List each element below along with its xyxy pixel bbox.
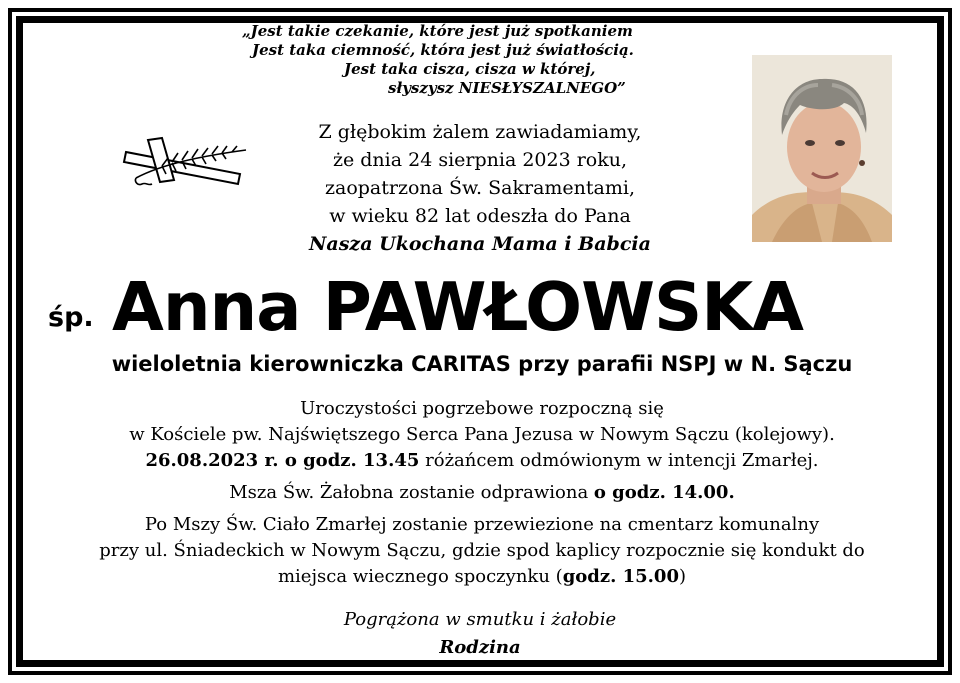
- deceased-name-block: [40, 270, 930, 350]
- ceremony-text: różańcem odmówionym w intencji Zmarłej.: [419, 450, 819, 471]
- mass-time: o godz. 14.00.: [593, 482, 735, 503]
- quote-line: „Jest takie czekanie, które jest już spotkaniem: [242, 22, 633, 40]
- family-signature: Rodzina: [439, 637, 521, 658]
- honorific-prefix: śp.: [48, 302, 94, 333]
- announcement-line: Z głębokim żalem zawiadamiamy,: [318, 121, 642, 143]
- announcement: [250, 118, 710, 258]
- mass-text: Msza Św. Żałobna zostanie odprawiona: [229, 482, 594, 503]
- burial-text-end: ): [678, 566, 687, 587]
- announcement-line: zaopatrzona Św. Sakramentami,: [324, 177, 635, 199]
- ceremony-date-time: 26.08.2023 r. o godz. 13.45: [145, 450, 420, 471]
- burial-time: godz. 15.00: [562, 566, 679, 587]
- quote-line: słyszysz NIESŁYSZALNEGO”: [388, 79, 626, 97]
- quote-line: Jest taka ciemność, która jest już światłością.: [252, 41, 634, 59]
- epigraph-quote: [240, 22, 720, 98]
- burial-line: Po Mszy Św. Ciało Zmarłej zostanie przewiezione na cmentarz komunalny: [144, 514, 820, 535]
- deceased-role: wieloletnia kierowniczka CARITAS przy parafii NSPJ w N. Sączu: [111, 352, 853, 376]
- announcement-line: w wieku 82 lat odeszła do Pana: [329, 205, 631, 227]
- quote-line: Jest taka cisza, cisza w której,: [344, 60, 596, 78]
- deceased-name: Anna PAWŁOWSKA: [112, 268, 804, 346]
- ceremony-details: [28, 396, 936, 590]
- closing-signature: [0, 606, 960, 662]
- burial-line: [28, 564, 936, 590]
- ceremony-line: Uroczystości pogrzebowe rozpoczną się: [300, 398, 664, 419]
- announcement-relation: Nasza Ukochana Mama i Babcia: [309, 233, 651, 255]
- ceremony-line: [28, 448, 936, 474]
- announcement-line: że dnia 24 sierpnia 2023 roku,: [332, 149, 628, 171]
- portrait-photo: [752, 55, 892, 242]
- closing-line: Pogrążona w smutku i żałobie: [343, 609, 617, 630]
- burial-line: przy ul. Śniadeckich w Nowym Sączu, gdzie spod kaplicy rozpocznie się kondukt do: [99, 540, 865, 561]
- mass-line: [28, 480, 936, 506]
- cross-with-palm-icon: [122, 134, 250, 188]
- ceremony-line: w Kościele pw. Najświętszego Serca Pana Jezusa w Nowym Sączu (kolejowy).: [129, 424, 835, 445]
- burial-text: miejsca wiecznego spoczynku (: [277, 566, 563, 587]
